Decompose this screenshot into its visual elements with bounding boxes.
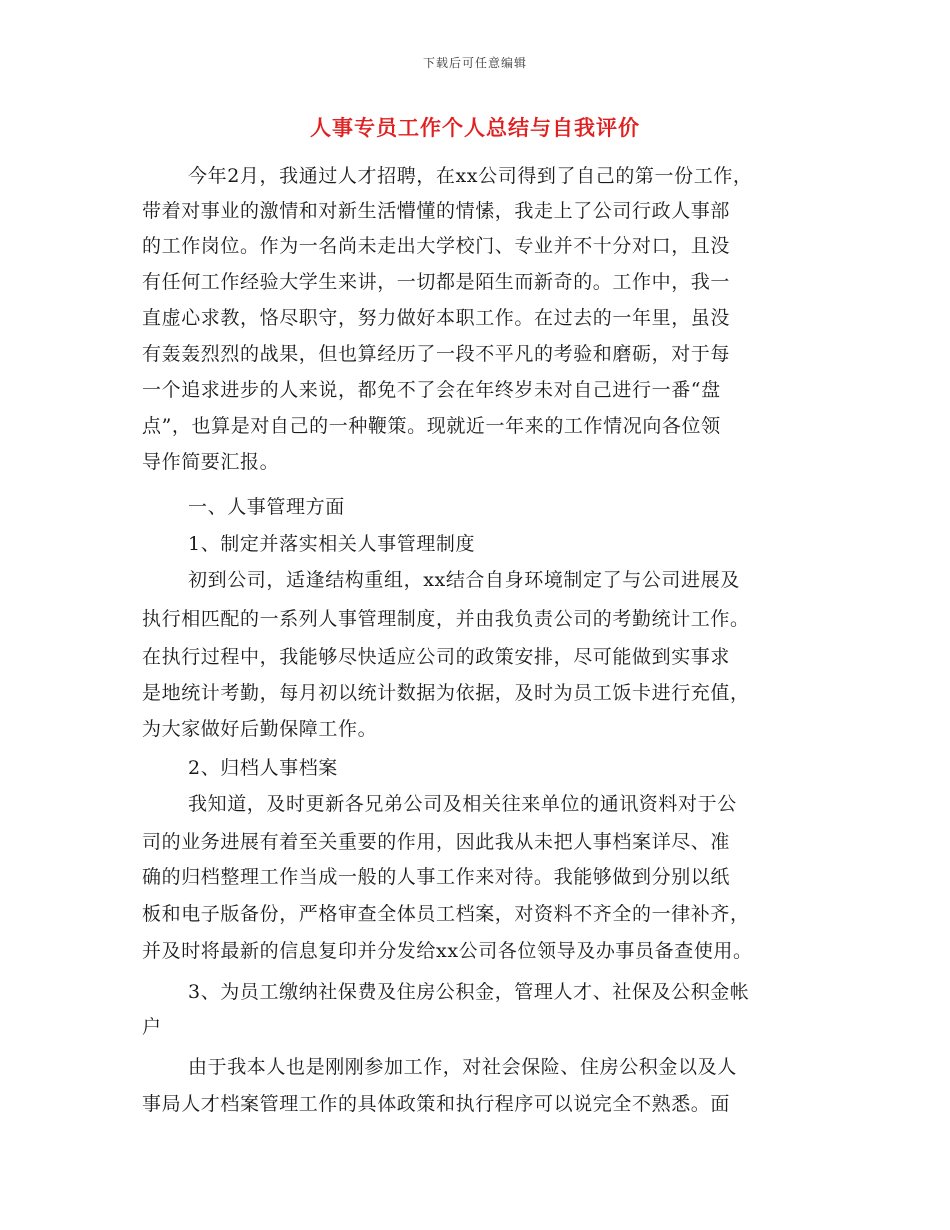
body-line: 有轰轰烈烈的战果，但也算经历了一段不平凡的考验和磨砺，对于每 [142,343,731,365]
body-line: 有任何工作经验大学生来讲，一切都是陌生而新奇的。工作中，我一 [142,271,731,293]
body-line: 一个追求进步的人来说，都免不了会在年终岁未对自己进行一番“盘 [142,379,721,401]
body-line: 是地统计考勤，每月初以统计数据为依据，及时为员工饭卡进行充值， [142,682,750,704]
body-line: 并及时将最新的信息复印并分发给xx公司各位领导及办事员备查使用。 [142,940,753,962]
body-line: 板和电子版备份，严格审查全体员工档案，对资料不齐全的一律补齐， [142,903,750,925]
body-line: 今年2月，我通过人才招聘，在xx公司得到了自己的第一份工作， [188,165,753,187]
subsection-heading: 3、为员工缴纳社保费及住房公积金，管理人才、社保及公积金帐 [188,981,750,1003]
body-line: 我知道，及时更新各兄弟公司及相关往来单位的通讯资料对于公 [188,793,737,815]
body-line: 司的业务进展有着至关重要的作用，因此我从未把人事档案详尽、准 [142,831,731,853]
header-note: 下载后可任意编辑 [422,56,527,70]
body-line: 由于我本人也是刚刚参加工作，对社会保险、住房公积金以及人 [188,1056,737,1078]
document-title: 人事专员工作个人总结与自我评价 [310,115,640,140]
body-line: 导作简要汇报。 [142,451,280,473]
subsection-heading: 1、制定并落实相关人事管理制度 [188,533,476,555]
body-line: 在执行过程中，我能够尽快适应公司的政策安排，尽可能做到实事求 [142,646,731,668]
body-line: 的工作岗位。作为一名尚未走出大学校门、专业并不十分对口，且没 [142,235,731,257]
subsection-heading-continued: 户 [142,1016,162,1038]
body-line: 直虚心求教，恪尽职守，努力做好本职工作。在过去的一年里，虽没 [142,307,731,329]
body-line: 为大家做好后勤保障工作。 [142,718,378,740]
body-line: 点”，也算是对自己的一种鞭策。现就近一年来的工作情况向各位领 [142,415,721,437]
body-line: 带着对事业的激情和对新生活懵懂的情愫，我走上了公司行政人事部 [142,200,731,222]
body-line: 事局人才档案管理工作的具体政策和执行程序可以说完全不熟悉。面 [142,1093,731,1115]
body-line: 初到公司，适逢结构重组，xx结合自身环境制定了与公司进展及 [188,569,740,591]
body-line: 执行相匹配的一系列人事管理制度，并由我负责公司的考勤统计工作。 [142,608,750,630]
section-heading: 一、人事管理方面 [188,496,345,518]
subsection-heading: 2、归档人事档案 [188,757,338,779]
body-line: 确的归档整理工作当成一般的人事工作来对待。我能够做到分别以纸 [142,866,731,888]
